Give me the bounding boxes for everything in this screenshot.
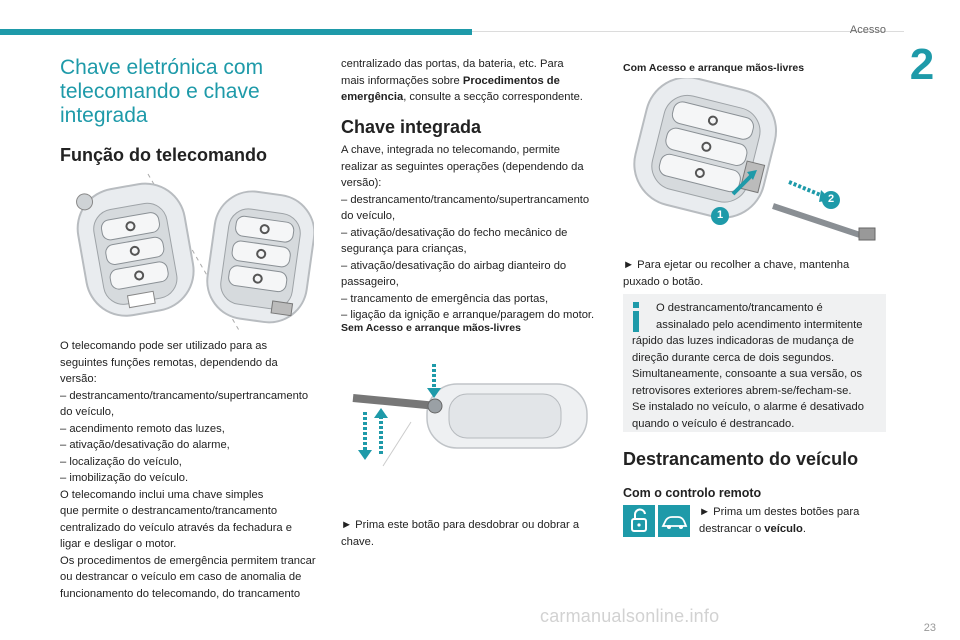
handsfree-key-illustration (623, 78, 885, 248)
remote-control-subheading: Com o controlo remoto (623, 486, 762, 500)
unlock-instruction: ► Prima um destes botões para destrancar o veículo. (699, 506, 860, 535)
integrated-key-text: A chave, integrada no telecomando, permite realizar as seguintes operações (dependendo da versão): – destrancamento/trancamento/supertrancamento do veículo, – ativação/desativação do fecho mecânico de segurança para crianças, – ativação/desativação do airbag dianteiro do passageiro, – trancamento de emergência das portas, – ligação da ignição e arranque/paragem do motor. (341, 144, 595, 321)
callout-1: 1 (716, 209, 724, 221)
unlocking-heading: Destrancamento do veículo (623, 449, 859, 469)
folding-instruction: ► Prima este botão para desdobrar ou dobrar a chave. (341, 519, 580, 548)
chapter-number: 2 (909, 40, 935, 89)
info-box (623, 294, 886, 432)
integrated-key-heading: Chave integrada (341, 117, 482, 137)
folding-key-illustration (351, 362, 597, 482)
remote-functions-text: O telecomando pode ser utilizado para as seguintes funções remotas, dependendo da versão: – destrancamento/trancamento/supertrancamento do veículo, – acendimento remoto das luzes, – ativação/desativação do alarme, – localização do veículo, – imobilização do veículo. O telecomando inclui uma chave simples que permite o destrancamento/trancamento centralizado do veículo através da fechadura e ligar e desligar o motor. Os procedimentos de emergência permitem trancar ou destrancar o veículo em caso de anomalia de funcionamento do telecomando, do trancamento (60, 340, 316, 600)
info-icon (629, 302, 643, 332)
emergency-intro: centralizado das portas, da bateria, etc. Para mais informações sobre Procedimentos de emergência, consulte a secção correspondente. (341, 58, 583, 103)
info-text-first: O destrancamento/trancamento é assinalado pelo acendimento intermitente (656, 302, 863, 331)
info-text-rest: rápido das luzes indicadoras de mudança de direção durante cerca de dois segundos. Simultaneamente, consoante a sua versão, os retrovisores exteriores abrem-se/fecham-se. Se instalado no veículo, o alarme é desativado quando o veículo é destrancado. (632, 335, 864, 430)
handsfree-caption: Com Acesso e arranque mãos-livres (623, 62, 805, 74)
page-title: Chave eletrónica com telecomando e chave integrada (60, 56, 264, 127)
callout-2: 2 (827, 193, 835, 205)
no-handsfree-caption: Sem Acesso e arranque mãos-livres (341, 322, 521, 334)
car-unlock-button-icon (658, 505, 690, 537)
unlock-button-icon (623, 505, 655, 537)
remote-function-heading: Função do telecomando (60, 145, 268, 165)
page-number: 23 (923, 622, 936, 634)
remote-keys-illustration (64, 172, 314, 334)
eject-instruction: ► Para ejetar ou recolher a chave, mantenha puxado o botão. (623, 259, 850, 288)
section-label: Acesso (849, 24, 886, 36)
footer-watermark: carmanualsonline.info (540, 606, 720, 626)
emergency-link: Procedimentos de (462, 74, 560, 87)
header-accent-bar (0, 29, 472, 35)
